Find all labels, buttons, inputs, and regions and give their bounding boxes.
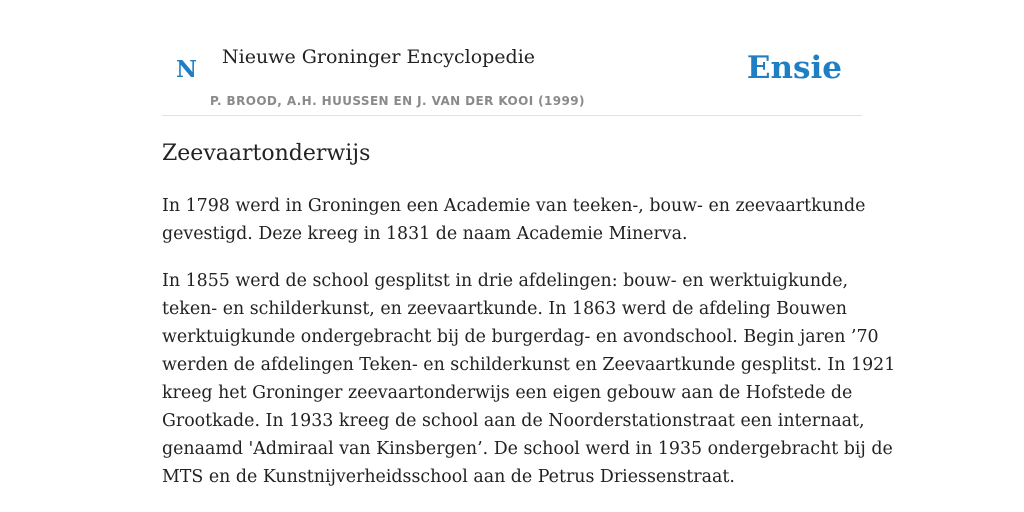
paragraph-2	[162, 267, 896, 491]
article-title: Zeevaartonderwijs	[162, 141, 371, 166]
header	[162, 0, 862, 116]
article-body	[162, 192, 896, 510]
paragraph-line: Grootkade. In 1933 kreeg de school aan de Noorderstationstraat een internaat,	[162, 411, 865, 431]
paragraph-line: werden de afdelingen Teken- en schilderkunst en Zeevaartkunde gesplitst. In 1921	[162, 355, 896, 375]
ensie-logo[interactable]: Ensie	[746, 50, 842, 86]
book-logo-icon[interactable]: N	[176, 56, 198, 83]
book-authors: P. BROOD, A.H. HUUSSEN EN J. VAN DER KOOI (1999)	[210, 94, 585, 108]
paragraph-line: genaamd 'Admiraal van Kinsbergen’. De school werd in 1935 ondergebracht bij de	[162, 439, 893, 459]
paragraph-line: In 1855 werd de school gesplitst in drie afdelingen: bouw- en werktuigkunde,	[162, 271, 849, 291]
paragraph-line: In 1798 werd in Groningen een Academie van teeken-, bouw- en zeevaartkunde	[162, 196, 866, 216]
paragraph-line: werktuigkunde ondergebracht bij de burgerdag- en avondschool. Begin jaren ’70	[162, 327, 879, 347]
paragraph-line: kreeg het Groninger zeevaartonderwijs een eigen gebouw aan de Hofstede de	[162, 383, 853, 403]
paragraph-1	[162, 192, 866, 248]
book-title[interactable]: Nieuwe Groninger Encyclopedie	[222, 46, 536, 68]
paragraph-line: gevestigd. Deze kreeg in 1831 de naam Academie Minerva.	[162, 224, 688, 244]
page	[162, 0, 896, 512]
paragraph-line: teken- en schilderkunst, en zeevaartkunde. In 1863 werd de afdeling Bouwen	[162, 299, 847, 319]
paragraph-line: MTS en de Kunstnijverheidsschool aan de Petrus Driessenstraat.	[162, 467, 735, 487]
